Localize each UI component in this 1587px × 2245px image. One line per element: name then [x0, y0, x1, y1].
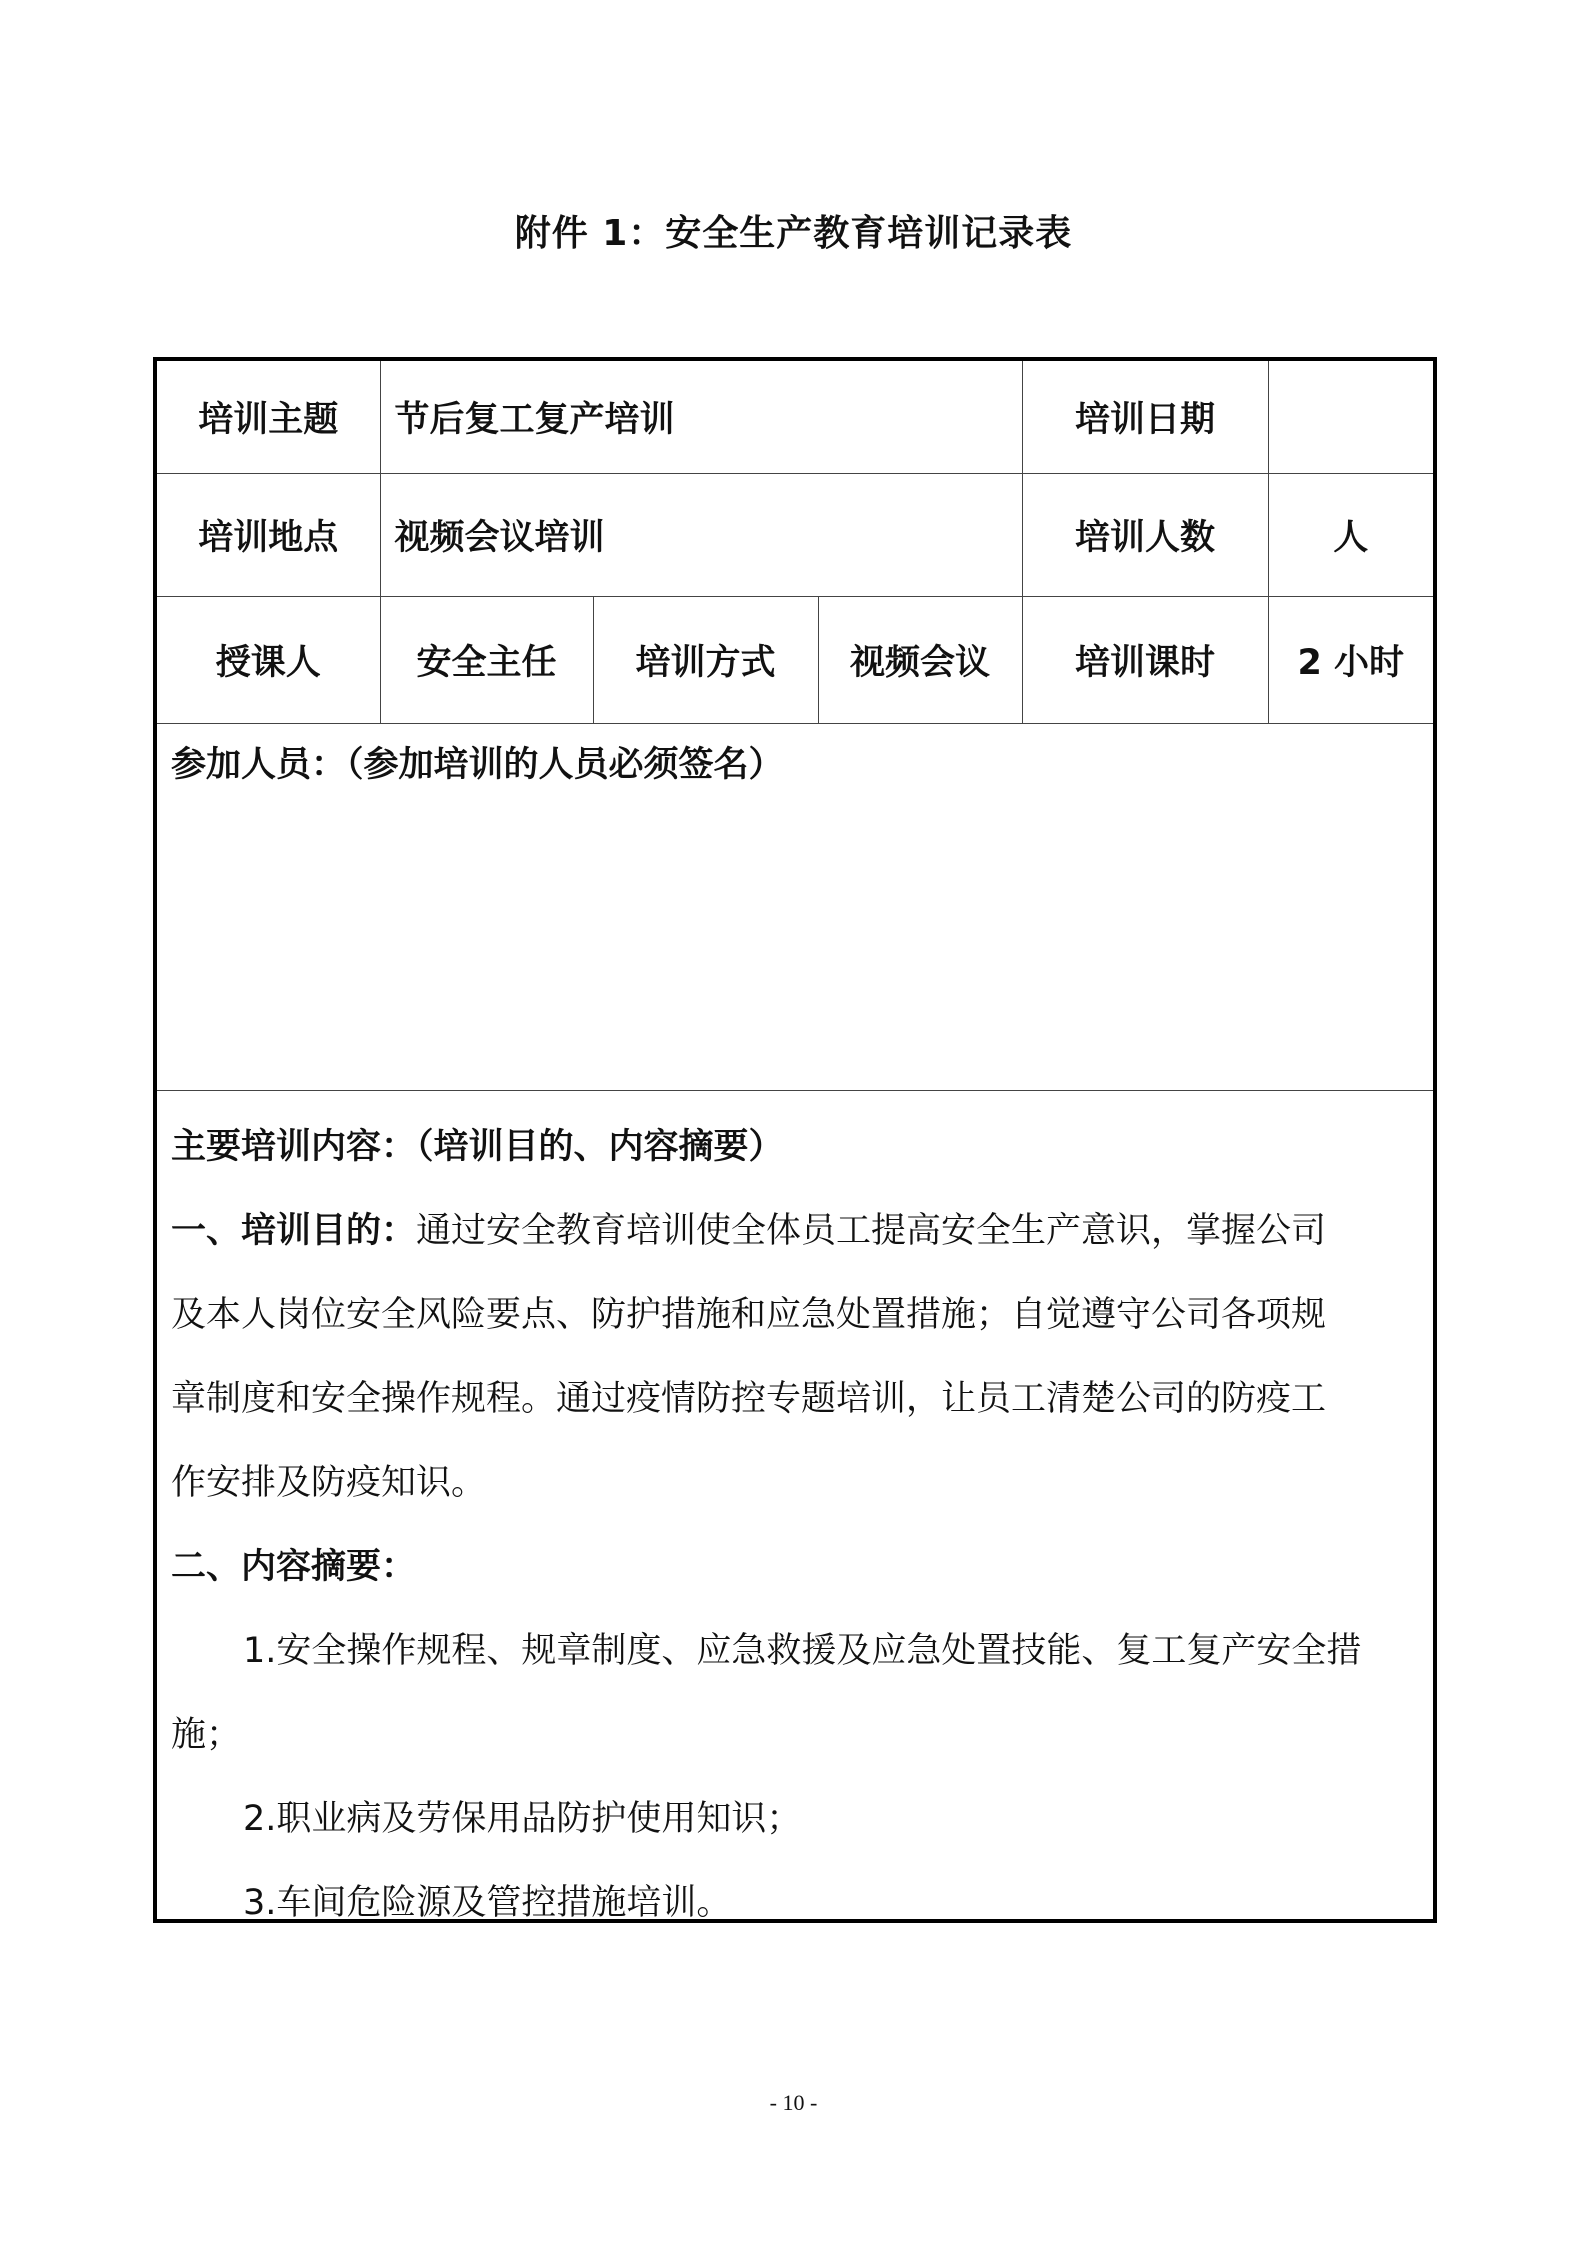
count-value: 人: [1268, 473, 1433, 596]
location-value: 视频会议培训: [380, 473, 1022, 596]
training-record-table: [153, 357, 1437, 1923]
topic-label: 培训主题: [157, 361, 380, 473]
location-label: 培训地点: [157, 473, 380, 596]
purpose-line-3: 章制度和安全操作规程。通过疫情防控专题培训，让员工清楚公司的防疫工: [171, 1379, 1327, 1419]
hours-value: 2 小时: [1268, 596, 1433, 723]
trainer-label: 授课人: [157, 596, 380, 723]
purpose-line-4: 作安排及防疫知识。: [171, 1463, 487, 1503]
purpose-paragraph: [171, 1189, 1419, 1273]
summary-item-2: 2.职业病及劳保用品防护使用知识；: [243, 1799, 802, 1839]
method-label: 培训方式: [593, 596, 818, 723]
count-label: 培训人数: [1022, 473, 1268, 596]
hours-label: 培训课时: [1022, 596, 1268, 723]
summary-label: 二、内容摘要：: [171, 1547, 417, 1587]
participants-section: [157, 723, 1433, 1091]
date-value: [1268, 361, 1433, 473]
training-content-section: [157, 1091, 1433, 1945]
date-label: 培训日期: [1022, 361, 1268, 473]
page-number: - 10 -: [769, 2090, 818, 2115]
content-heading: 主要培训内容：（培训目的、内容摘要）: [171, 1127, 784, 1167]
trainer-value: 安全主任: [380, 596, 593, 723]
purpose-label: 一、培训目的：: [171, 1211, 417, 1251]
method-value: 视频会议: [818, 596, 1022, 723]
participants-label: 参加人员：（参加培训的人员必须签名）: [171, 745, 784, 785]
summary-item-3: 3.车间危险源及管控措施培训。: [243, 1883, 732, 1923]
purpose-line-1: 通过安全教育培训使全体员工提高安全生产意识，掌握公司: [416, 1211, 1327, 1251]
purpose-line-2: 及本人岗位安全风险要点、防护措施和应急处置措施；自觉遵守公司各项规: [171, 1295, 1327, 1335]
topic-value: 节后复工复产培训: [380, 361, 1022, 473]
document-title: 附件 1：安全生产教育培训记录表: [514, 213, 1073, 254]
summary-item-1-cont: 施；: [171, 1715, 242, 1755]
summary-item-1: 1.安全操作规程、规章制度、应急救援及应急处置技能、复工复产安全措: [243, 1631, 1362, 1671]
info-grid: [157, 361, 1433, 724]
